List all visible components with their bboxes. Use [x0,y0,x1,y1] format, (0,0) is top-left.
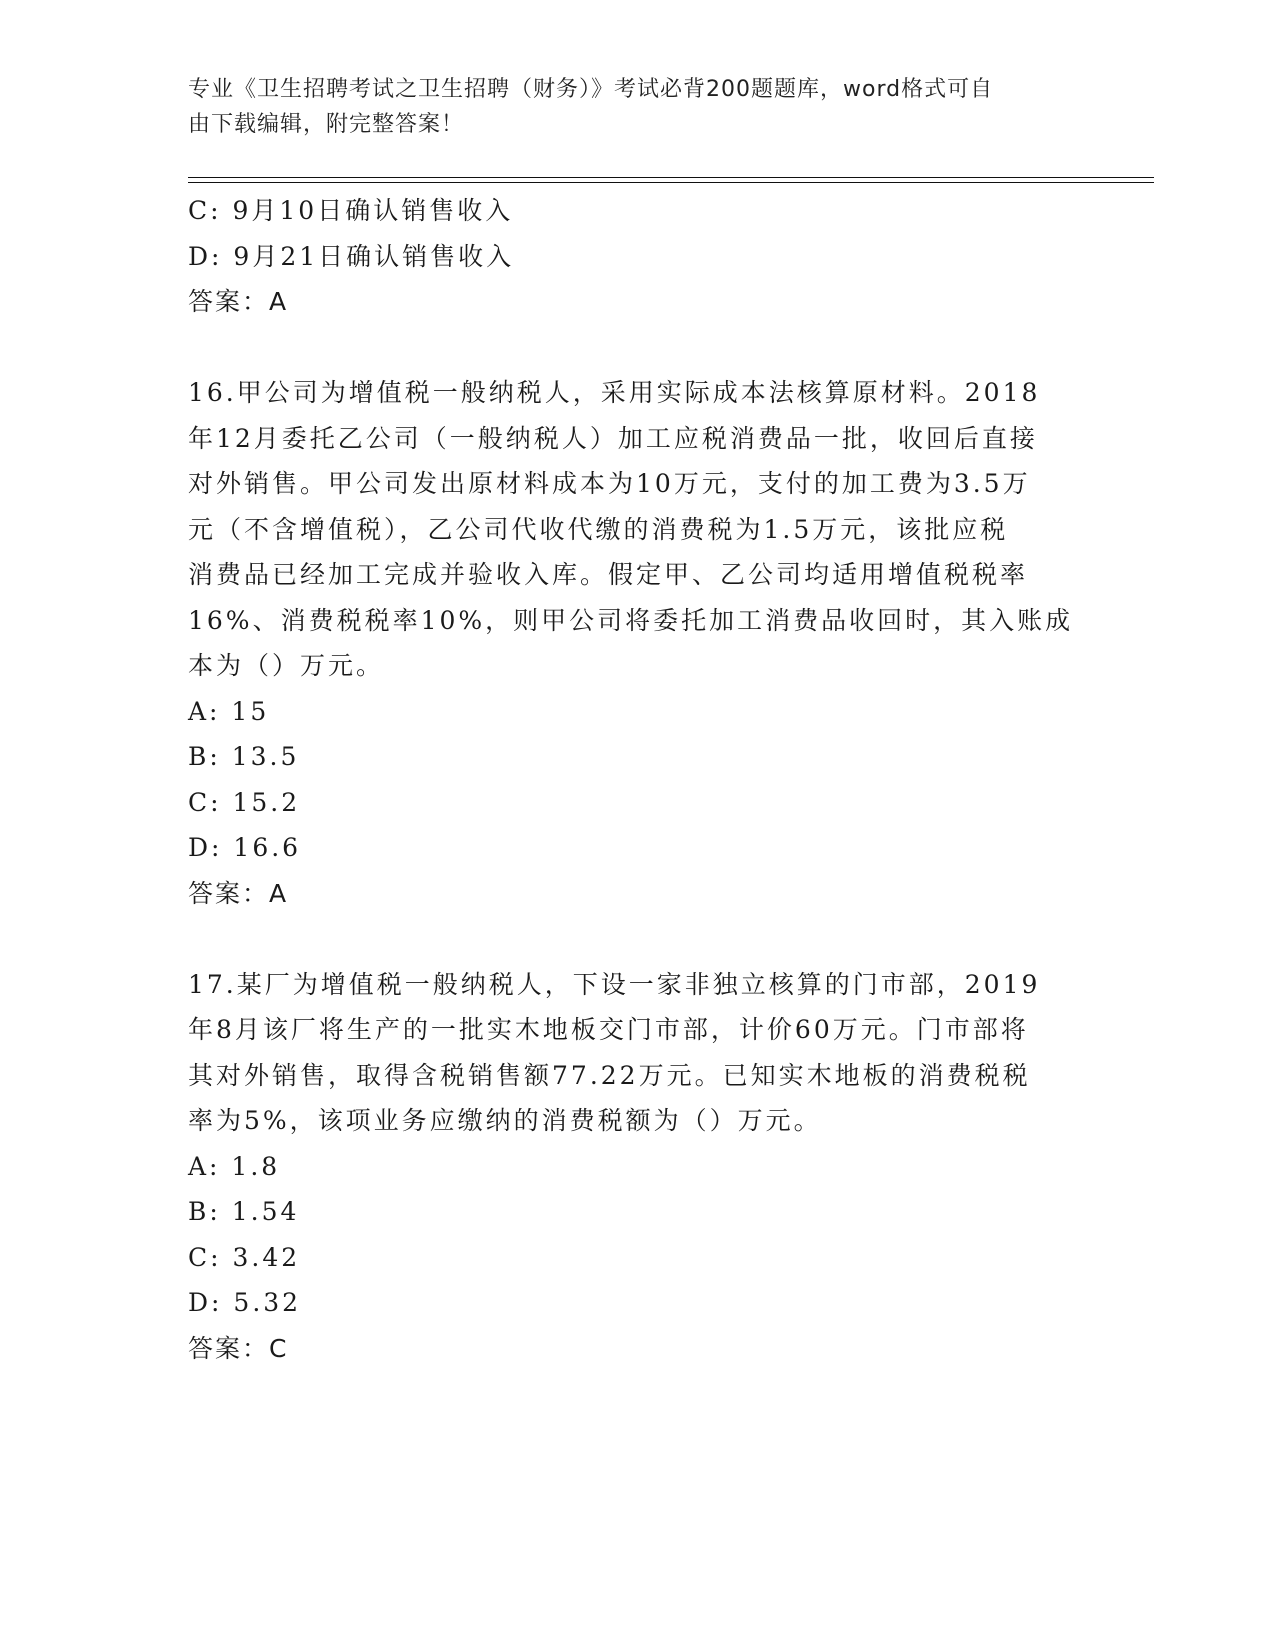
header-rule-top [188,177,1154,178]
question-17 [188,962,1088,1372]
option-a: A: 1.8 [188,1151,281,1181]
stem-line: 本为（）万元。 [188,651,385,680]
option-d: D: 16.6 [188,833,302,862]
stem-line: 消费品已经加工完成并验收入库。假定甲、乙公司均适用增值税税率 [188,560,1029,589]
option-c: C: 15.2 [188,787,301,817]
option-c: C: 9月10日确认销售收入 [188,196,514,225]
option-d: D: 9月21日确认销售收入 [188,241,515,271]
stem-line: 对外销售。甲公司发出原材料成本为10万元，支付的加工费为3.5万 [188,469,1031,498]
option-d: D: 5.32 [188,1288,302,1317]
option-b: B: 13.5 [188,742,300,771]
answer-line: 答案：C [188,1333,289,1363]
document-header [188,72,1068,142]
question-16 [188,370,1088,916]
stem-line: 率为5%，该项业务应缴纳的消费税额为（）万元。 [188,1106,822,1135]
header-line-2: 由下载编辑，附完整答案！ [188,112,465,137]
stem-line: 年8月该厂将生产的一批实木地板交门市部，计价60万元。门市部将 [188,1015,1029,1044]
header-line-1: 专业《卫生招聘考试之卫生招聘（财务）》考试必背200题题库，word格式可自 [188,77,994,102]
question-stem [188,370,1088,689]
stem-line: 其对外销售，取得含税销售额77.22万元。已知实木地板的消费税税 [188,1060,1031,1090]
previous-question-tail [188,188,1088,325]
option-c: C: 3.42 [188,1242,301,1272]
document-body [188,188,1088,1371]
answer-line: 答案：A [188,878,289,908]
option-a: A: 15 [188,696,270,726]
stem-line: 元（不含增值税），乙公司代收代缴的消费税为1.5万元，该批应税 [188,514,1009,544]
answer-line: 答案：A [188,287,289,316]
stem-line: 年12月委托乙公司（一般纳税人）加工应税消费品一批，收回后直接 [188,423,1038,453]
stem-line: 16%、消费税税率10%，则甲公司将委托加工消费品收回时，其入账成 [188,605,1074,635]
question-stem [188,962,1088,1144]
stem-line: 17.某厂为增值税一般纳税人，下设一家非独立核算的门市部，2019 [188,969,1041,999]
option-b: B: 1.54 [188,1197,300,1226]
header-rule-bottom [188,182,1154,183]
stem-line: 16.甲公司为增值税一般纳税人，采用实际成本法核算原材料。2018 [188,378,1041,407]
